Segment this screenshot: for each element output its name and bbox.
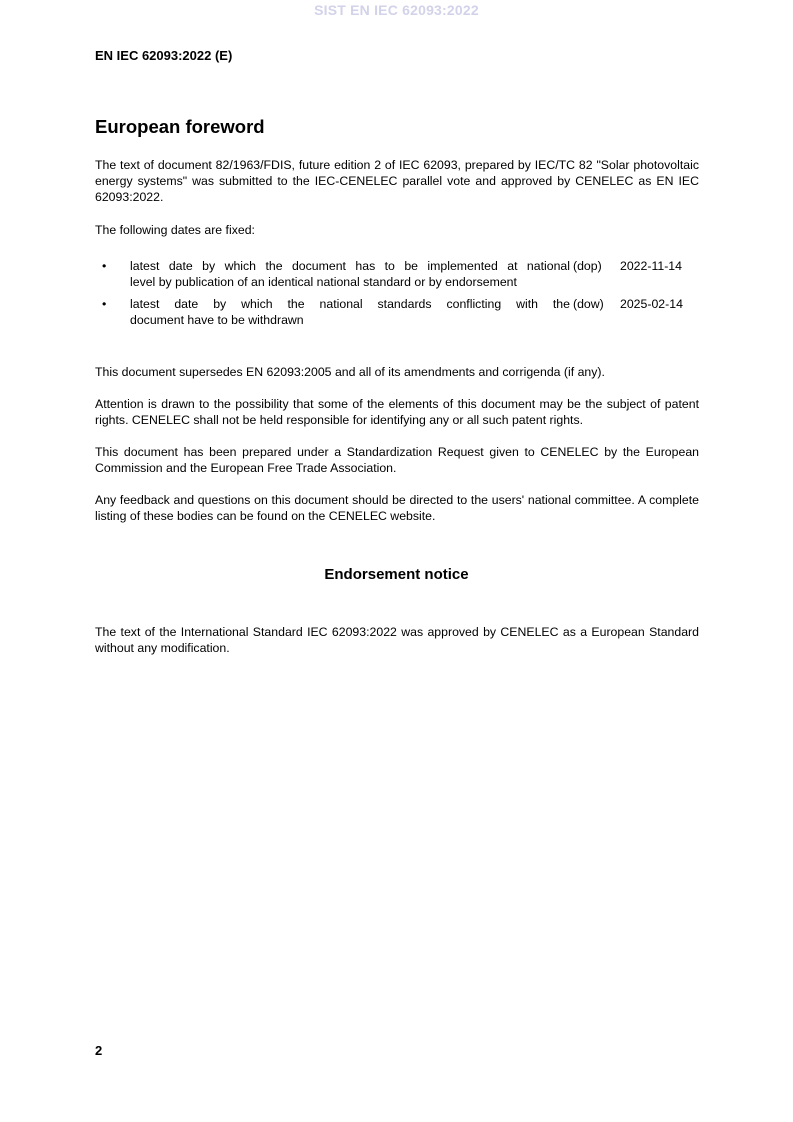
document-header: EN IEC 62093:2022 (E) xyxy=(95,48,233,63)
endorsement-paragraph: The text of the International Standard IEC 62093:2022 was approved by CENELEC as a European Standard without any modification. xyxy=(95,625,699,655)
date-item-date: 2022-11-14 xyxy=(620,259,682,273)
date-item-code: (dop) xyxy=(573,259,602,273)
supersedes-paragraph: This document supersedes EN 62093:2005 and all of its amendments and corrigenda (if any). xyxy=(95,365,605,379)
patent-notice-paragraph: Attention is drawn to the possibility that some of the elements of this document may be the subject of patent rights. CENELEC shall not be held responsible for identifying any or all such patent rights. xyxy=(95,397,699,427)
endorsement-title: Endorsement notice xyxy=(324,566,469,583)
date-item-description xyxy=(130,258,570,290)
date-item-code: (dow) xyxy=(573,297,604,311)
feedback-paragraph: Any feedback and questions on this document should be directed to the users' national committee. A complete listing of these bodies can be found on the CENELEC website. xyxy=(95,493,699,523)
date-item-date: 2025-02-14 xyxy=(620,297,683,311)
standardization-request-paragraph: This document has been prepared under a Standardization Request given to CENELEC by the European Commission and the European Free Trade Association. xyxy=(95,445,699,475)
date-item-description xyxy=(130,296,570,328)
page-title: European foreword xyxy=(95,116,265,137)
dates-intro: The following dates are fixed: xyxy=(95,223,255,237)
bullet-icon: • xyxy=(102,259,107,273)
date-item-line-2: level by publication of an identical national standard or by endorsement xyxy=(130,275,517,289)
intro-paragraph: The text of document 82/1963/FDIS, future edition 2 of IEC 62093, prepared by IEC/TC 82 "Solar photovoltaic energy systems" was submitted to the IEC-CENELEC parallel vote and approved by CENELEC as EN IEC 62093:2022. xyxy=(95,158,699,204)
watermark: SIST EN IEC 62093:2022 xyxy=(314,2,479,18)
date-item-line-1: latest date by which the document has to be implemented at national xyxy=(130,259,570,273)
date-item-line-1: latest date by which the national standards conflicting with the xyxy=(130,297,570,311)
bullet-icon: • xyxy=(102,297,107,311)
date-item-line-2: document have to be withdrawn xyxy=(130,313,304,327)
page-number: 2 xyxy=(95,1043,103,1058)
